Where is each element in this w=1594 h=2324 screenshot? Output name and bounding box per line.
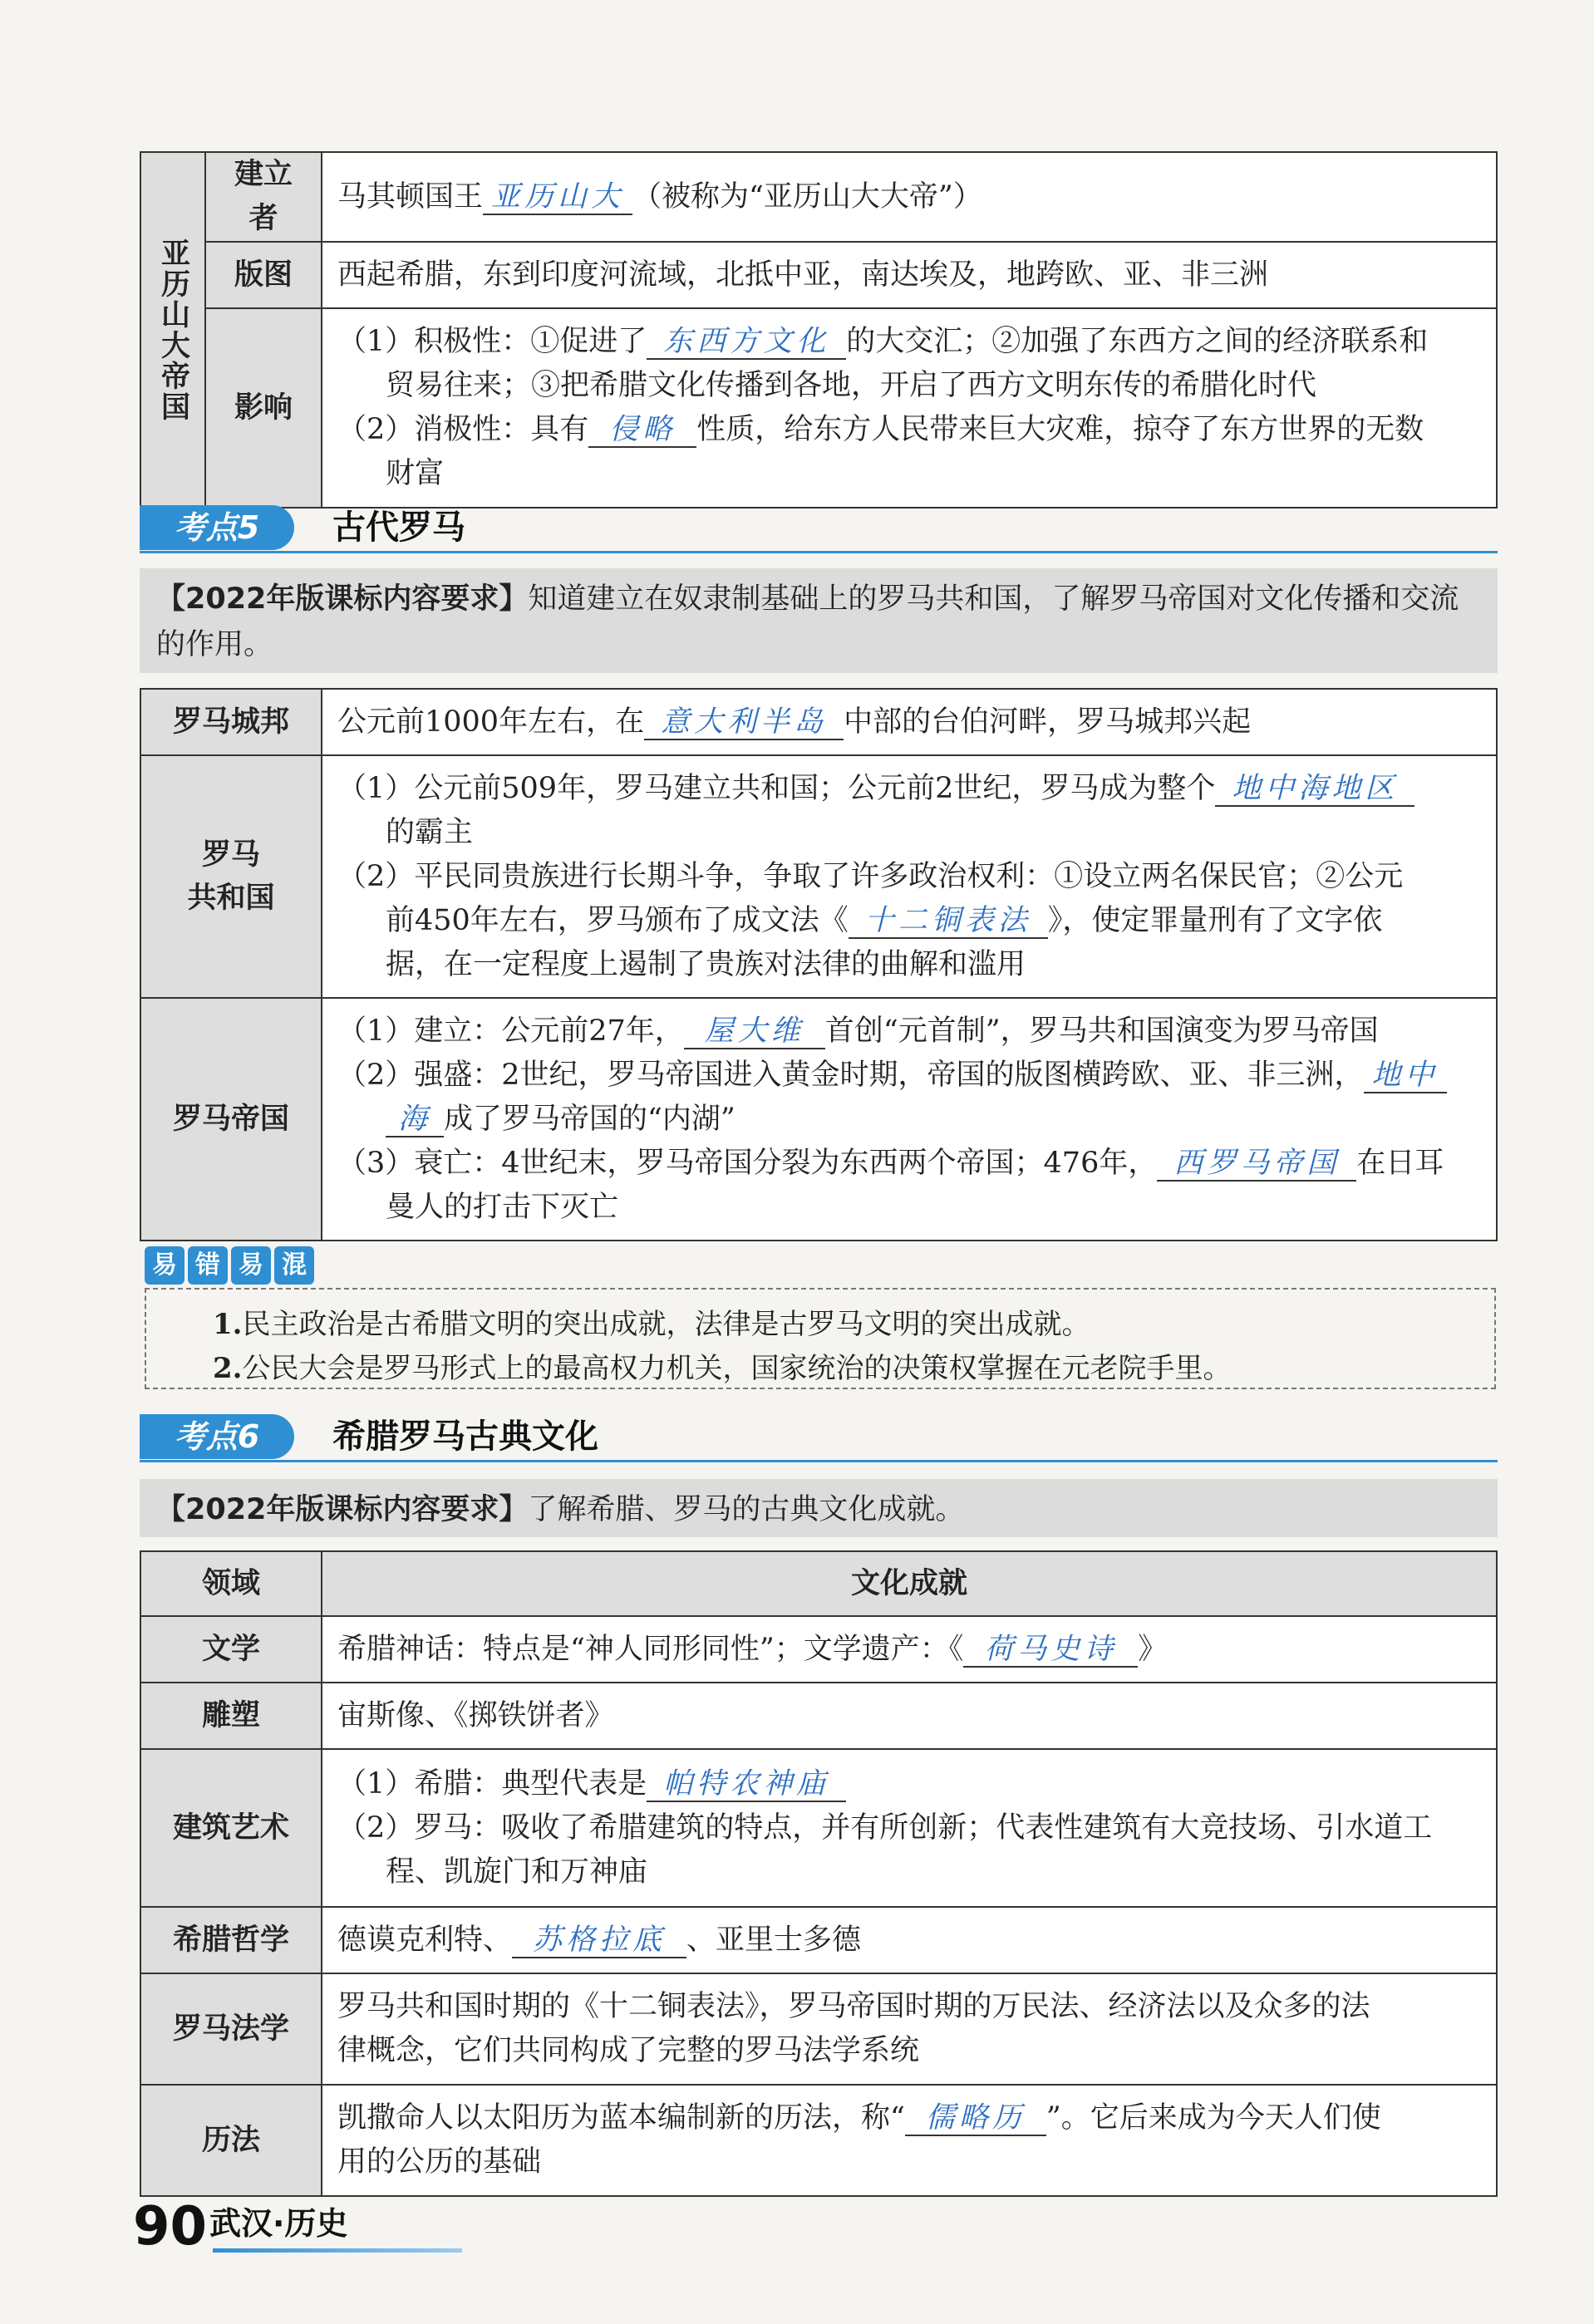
answer-blank: 十二铜表法 xyxy=(849,904,1048,939)
row-label: 历法 xyxy=(140,2085,322,2196)
answer-blank: 亚历山大 xyxy=(483,180,632,215)
row-label: 希腊哲学 xyxy=(140,1907,322,1973)
city-state-cell: 公元前1000年左右，在 意大利半岛 中部的台伯河畔，罗马城邦兴起 xyxy=(322,689,1497,755)
row-label: 版图 xyxy=(205,242,322,308)
easy-mistake-box xyxy=(145,1246,1496,1389)
row-label: 建筑艺术 xyxy=(140,1749,322,1907)
requirement-tag: 【2022年版课标内容要求】 xyxy=(156,582,529,616)
mistake-item: 2.公民大会是罗马形式上的最高权力机关，国家统治的决策权掌握在元老院手里。 xyxy=(213,1352,1232,1385)
book-name: 武汉·历史 xyxy=(209,2205,348,2242)
alexander-table xyxy=(140,151,1498,509)
rome-table xyxy=(140,688,1498,1241)
section-6-header xyxy=(140,1414,1498,1462)
answer-blank: 荷马史诗 xyxy=(963,1633,1138,1668)
section-badge: 考点6 xyxy=(140,1414,294,1459)
page-number: 90 xyxy=(133,2196,208,2258)
philosophy-cell: 德谟克利特、 苏格拉底 、亚里士多德 xyxy=(322,1907,1497,1973)
answer-blank: 地中 xyxy=(1364,1059,1447,1093)
territory-cell: 西起希腊，东到印度河流域，北抵中亚，南达埃及，地跨欧、亚、非三洲 xyxy=(322,242,1497,308)
label-char: 混 xyxy=(274,1246,314,1285)
answer-blank: 意大利半岛 xyxy=(644,705,844,740)
row-label: 文学 xyxy=(140,1616,322,1683)
section-rule xyxy=(140,551,1498,553)
alexander-side-label: 亚历山大帝国 xyxy=(140,152,205,508)
empire-cell: （1）建立：公元前27年， 屋大维 首创“元首制”，罗马共和国演变为罗马帝国 （2）强盛：2世纪，罗马帝国进入黄金时期，帝国的版图横跨欧、亚、非三洲， 地中 海 成了罗马帝国的“内湖” （3）衰亡：4世纪末，罗马帝国分裂为东西两个帝国；476年， 西罗马帝国 在日耳 曼人的打击下灭亡 xyxy=(322,998,1497,1241)
page-footer xyxy=(133,2194,632,2260)
column-header: 领域 xyxy=(140,1551,322,1616)
row-label: 罗马 共和国 xyxy=(140,755,322,998)
section-badge: 考点5 xyxy=(140,505,294,550)
republic-cell: （1）公元前509年，罗马建立共和国；公元前2世纪，罗马成为整个 地中海地区 的霸主 （2）平民同贵族进行长期斗争，争取了许多政治权利：①设立两名保民官；②公元 前450年左右，罗马颁布了成文法《 十二铜表法 》，使定罪量刑有了文字依 据，在一定程度上遏制了贵族对法律的曲解和滥用 xyxy=(322,755,1497,998)
law-cell: 罗马共和国时期的《十二铜表法》，罗马帝国时期的万民法、经济法以及众多的法 律概念，它们共同构成了完整的罗马法学系统 xyxy=(322,1973,1497,2085)
row-label: 罗马帝国 xyxy=(140,998,322,1241)
row-label: 罗马法学 xyxy=(140,1973,322,2085)
mistake-item: 1.民主政治是古希腊文明的突出成就，法律是古罗马文明的突出成就。 xyxy=(213,1308,1090,1341)
answer-blank: 屋大维 xyxy=(684,1015,825,1049)
answer-blank: 东西方文化 xyxy=(647,325,846,360)
label-char: 易 xyxy=(231,1246,271,1285)
column-header: 文化成就 xyxy=(322,1551,1497,1616)
section-5-header xyxy=(140,505,1498,553)
answer-blank: 海 xyxy=(386,1103,444,1137)
founder-cell: 马其顿国王 亚历山大 （被称为“亚历山大大帝”） xyxy=(322,152,1497,242)
answer-blank: 地中海地区 xyxy=(1215,772,1414,807)
answer-blank: 苏格拉底 xyxy=(512,1924,686,1958)
row-label: 罗马城邦 xyxy=(140,689,322,755)
easy-mistake-content xyxy=(145,1288,1496,1389)
culture-table xyxy=(140,1550,1498,2197)
row-label: 影响 xyxy=(205,308,322,508)
row-label: 雕塑 xyxy=(140,1683,322,1749)
curriculum-requirement xyxy=(140,568,1498,673)
row-label: 建立者 xyxy=(205,152,322,242)
easy-mistake-labels xyxy=(145,1246,1496,1288)
section-title: 古代罗马 xyxy=(332,509,465,547)
literature-cell: 希腊神话：特点是“神人同形同性”；文学遗产：《 荷马史诗 》 xyxy=(322,1616,1497,1683)
footer-bar xyxy=(213,2248,462,2253)
section-title: 希腊罗马古典文化 xyxy=(332,1417,598,1456)
answer-blank: 侵略 xyxy=(588,413,696,448)
sculpture-cell: 宙斯像、《掷铁饼者》 xyxy=(322,1683,1497,1749)
label-char: 错 xyxy=(188,1246,228,1285)
influence-cell: （1）积极性：①促进了 东西方文化 的大交汇；②加强了东西方之间的经济联系和 贸易往来；③把希腊文化传播到各地，开启了西方文明东传的希腊化时代 （2）消极性：具有 侵略 性质，给东方人民带来巨大灾难，掠夺了东方世界的无数 财富 xyxy=(322,308,1497,508)
curriculum-requirement xyxy=(140,1479,1498,1537)
answer-blank: 帕特农神庙 xyxy=(647,1767,846,1802)
answer-blank: 儒略历 xyxy=(905,2101,1046,2136)
label-char: 易 xyxy=(145,1246,184,1285)
calendar-cell: 凯撒命人以太阳历为蓝本编制新的历法，称“ 儒略历 ”。它后来成为今天人们使 用的公历的基础 xyxy=(322,2085,1497,2196)
answer-blank: 西罗马帝国 xyxy=(1157,1147,1356,1182)
requirement-text: 了解希腊、罗马的古典文化成就。 xyxy=(528,1493,965,1526)
architecture-cell: （1）希腊：典型代表是 帕特农神庙 （2）罗马：吸收了希腊建筑的特点，并有所创新；代表性建筑有大竞技场、引水道工 程、凯旋门和万神庙 xyxy=(322,1749,1497,1907)
requirement-tag: 【2022年版课标内容要求】 xyxy=(156,1493,529,1526)
requirement-text: 知道建立在奴隶制基础上的罗马共和国，了解罗马帝国对文化传播和交流的作用。 xyxy=(156,582,1459,661)
section-rule xyxy=(140,1460,1498,1462)
